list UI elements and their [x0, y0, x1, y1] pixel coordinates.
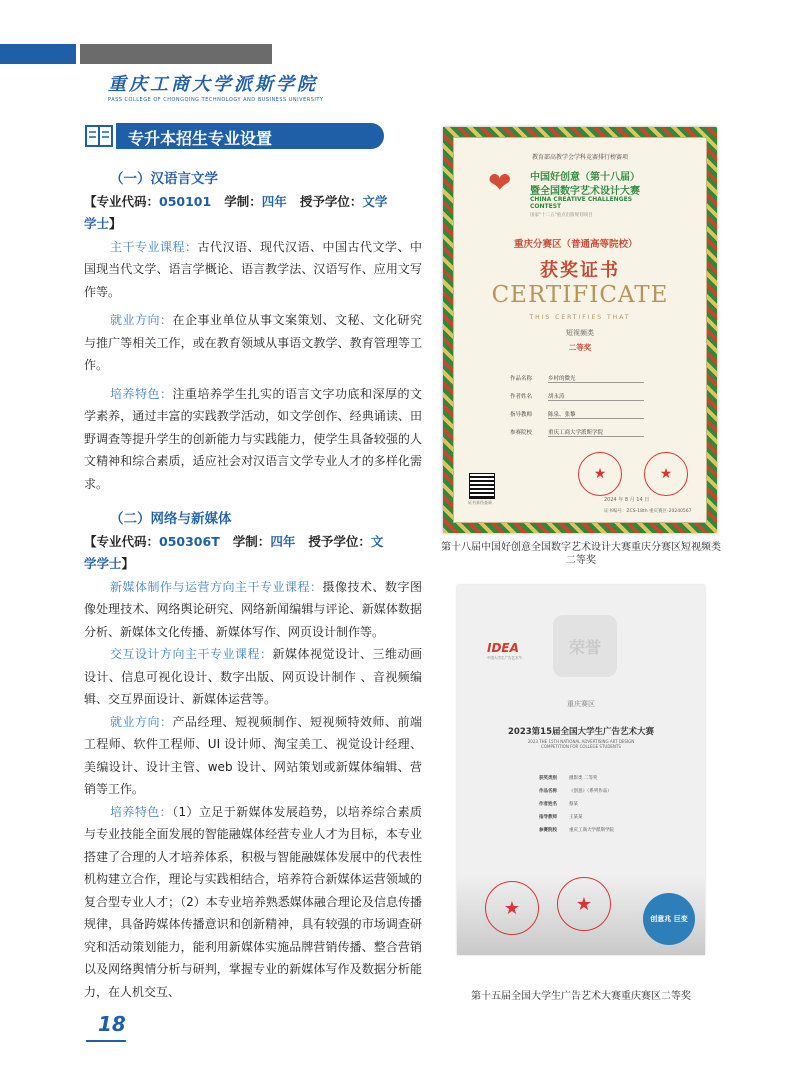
red-seal-icon: ★ — [578, 452, 622, 496]
degree-part1: 文 — [370, 533, 384, 549]
page-number — [86, 1012, 126, 1038]
cert1-row — [510, 410, 650, 419]
cert1-org: 教育部高教学会学科竞赛排行榜赛项 — [531, 154, 628, 161]
duration-label: 学制： — [224, 193, 262, 209]
cert1-prize: 二等奖 — [568, 343, 592, 352]
cert1-row — [510, 374, 650, 383]
row-key: 获奖类别 — [539, 776, 557, 781]
honor-watermark: 荣誉 — [553, 615, 617, 677]
major1-feature — [84, 383, 422, 496]
cert1-contest-name: 中国好创意（第十八届） — [530, 172, 640, 183]
row-value: 摄影类 二等奖 — [569, 776, 598, 781]
courses-text: 古代汉语、现代汉语、中国古代文学、中国现当代文学、语言学概论、语言教学法、汉语写作、应用文写作等。 — [84, 239, 422, 299]
row-key: 作者姓名 — [539, 802, 557, 807]
cert1-serial: 证书编号：ZCS-18th 重庆赛区-20240567 — [604, 509, 692, 514]
caption-certificate-2: 第十五届全国大学生广告艺术大赛重庆赛区二等奖 — [471, 991, 691, 1002]
section-header — [84, 123, 384, 149]
row-value: 乡村的微光 — [548, 374, 644, 383]
row-key: 参赛院校 — [510, 430, 533, 436]
qr-label: 证书真伪查询 — [468, 500, 492, 505]
row-value: 王某某 — [569, 815, 583, 820]
courses1-label: 新媒体制作与运营方向主干专业课程： — [110, 579, 323, 594]
cert1-title-en: CERTIFICATE — [491, 282, 669, 308]
cert2-row — [539, 775, 669, 781]
certificate-advertising-contest — [457, 585, 705, 955]
cert2-title: 2023第15届全国大学生广告艺术大赛 — [508, 727, 654, 737]
book-icon — [84, 123, 116, 149]
header-gray-bar — [80, 44, 272, 64]
cert1-date: 2024 年 8 月 14 日 — [604, 497, 650, 503]
cert1-row — [510, 428, 650, 437]
cert2-row — [539, 801, 669, 807]
red-seal-icon: ★ — [485, 881, 539, 935]
row-key: 指导教师 — [510, 412, 533, 418]
degree-part1: 文学 — [362, 193, 388, 209]
cert1-small-note: 国家"十二五"重点出版规划项目 — [530, 213, 593, 218]
code-label: 【专业代码： — [84, 193, 160, 209]
row-value: 重庆工商大学派斯学院 — [548, 428, 644, 437]
row-value: 《创意》（系列作品） — [569, 789, 612, 794]
degree-part2: 学学士 — [84, 556, 122, 571]
career-label: 就业方向： — [110, 313, 173, 327]
row-key: 指导教师 — [539, 815, 557, 820]
cert2-english — [457, 739, 705, 749]
page-number-text: 18 — [98, 1012, 126, 1036]
idea-logo: IDEA — [487, 641, 519, 655]
courses-label: 主干专业课程： — [110, 239, 198, 254]
cert1-region: 重庆分赛区（普通高等院校） — [514, 239, 638, 250]
degree-label: 授予学位： — [299, 193, 363, 209]
row-value: 重庆工商大学派斯学院 — [569, 828, 614, 833]
career-text: 产品经理、短视频制作、短视频特效师、前端工程师、软件工程师、UI 设计师、淘宝美工、视觉设计经理、美编设计、设计主管、web 设计、网站策划或新媒体编辑、营销等工作。 — [84, 714, 422, 796]
cert1-title-cn: 获奖证书 — [540, 260, 620, 281]
qr-code-icon — [470, 474, 494, 498]
major1-code-line — [84, 191, 422, 236]
logo-chinese: 重庆工商大学派斯学院 — [108, 74, 318, 95]
cert1-certifies: THIS CERTIFIES THAT — [529, 314, 631, 321]
cert1-row — [510, 392, 650, 401]
major2-feature — [84, 801, 422, 1004]
major2-code-line — [84, 531, 422, 576]
row-value: 蔡某 — [569, 802, 578, 807]
major1-courses — [84, 236, 422, 304]
row-value: 胡永涛 — [548, 392, 644, 401]
section-title: 专升本招生专业设置 — [128, 129, 273, 148]
feature-text: 注重培养学生扎实的语言文字功底和深厚的文学素养，通过丰富的实践教学活动，如文学创作、经典诵读、田野调查等提升学生的创新能力与实践能力，使学生具备较强的人文精神和综合素质，适应社会对汉语言文学专业人才的多样化需求。 — [84, 386, 422, 491]
row-key: 作者姓名 — [510, 394, 533, 400]
row-value: 陈泉、张黎 — [548, 410, 644, 419]
feature-label: 培养特色： — [110, 804, 173, 819]
career-text: 在企事业单位从事文案策划、文秘、文化研究与推广等相关工作，或在教育领域从事语文教学、教育管理等工作。 — [84, 313, 422, 372]
red-seal-icon: ★ — [557, 877, 611, 931]
feature-text: （1）立足于新媒体发展趋势，以培养综合素质与专业技能全面发展的智能融媒体经营专业人才为目标，本专业搭建了合理的人才培养体系，积极与智能融媒体发展中的代表性机构建立合作，理论与实践相结合，培养符合新媒体运营领域的复合型专业人才；（2）本专业培养熟悉媒体融合理论及信息传播规律，具备跨媒体传播意识和创新精神，具有较强的市场调查研究和活动策划能力，能利用新媒体实施品牌营销传播、整合营销以及网络舆情分析与研判，掌握专业的新媒体写作及数据分析能力，在人机交互、 — [84, 804, 422, 999]
cert2-english-line2: COMPETITION FOR COLLEGE STUDENTS — [541, 744, 621, 749]
red-seal-icon: ★ — [644, 452, 688, 496]
courses1-text: 摄像技术、数字图像处理技术、网络舆论研究、网络新闻编辑与评论、新媒体数据分析、新媒体文化传播、新媒体写作、网页设计制作等。 — [84, 579, 422, 639]
cert2-row — [539, 788, 669, 794]
courses2-text: 新媒体视觉设计、三维动画设计、信息可视化设计、数字出版、网页设计制作 、音视频编辑、交互界面设计、新媒体运营等。 — [84, 647, 422, 706]
major2-courses2 — [84, 643, 422, 711]
major2-code: 050306T — [159, 533, 220, 549]
cert2-region: 重庆赛区 — [567, 700, 595, 708]
major2-heading: （二）网络与新媒体 — [110, 511, 232, 527]
heart-logo-icon: ❤ — [488, 166, 512, 199]
major1-career — [84, 309, 422, 377]
courses2-label: 交互设计方向主干专业课程： — [110, 647, 273, 661]
feature-label: 培养特色： — [110, 386, 173, 401]
cert1-contest-subname: 暨全国数字艺术设计大赛 — [530, 186, 640, 197]
close-bracket: 】 — [109, 216, 122, 231]
row-key: 作品名称 — [539, 789, 557, 794]
idea-logo-sub: 中国大学生广告艺术节 — [487, 656, 522, 660]
career-label: 就业方向： — [110, 714, 173, 729]
close-bracket: 】 — [121, 556, 135, 571]
degree-label: 授予学位： — [308, 533, 371, 549]
major2-courses1 — [84, 576, 422, 644]
row-key: 参赛院校 — [539, 828, 557, 833]
certificate-body — [453, 137, 707, 523]
caption-certificate-1: 第十八届中国好创意全国数字艺术设计大赛重庆分赛区短视频类二等奖 — [441, 542, 721, 566]
major2-career — [84, 711, 422, 801]
header-blue-bar — [0, 44, 76, 64]
row-key: 作品名称 — [510, 376, 533, 382]
cert1-english-name: CHINA CREATIVE CHALLENGES CONTEST — [530, 196, 633, 210]
page-number-underline — [86, 1040, 126, 1042]
major1-duration: 四年 — [261, 193, 287, 209]
degree-part2: 学士 — [84, 216, 110, 231]
duration-label: 学制： — [232, 533, 271, 549]
cert2-english-line1: 2023 THE 15TH NATIONAL ADVERTISING ART DESIGN — [527, 739, 635, 744]
major1-code: 050101 — [159, 193, 212, 209]
major2-duration: 四年 — [270, 533, 296, 549]
major1-heading: （一）汉语言文学 — [110, 171, 218, 187]
major-network-new-media — [84, 508, 422, 1003]
major-chinese-language — [84, 168, 422, 495]
logo-english: PASS COLLEGE OF CHONGQING TECHNOLOGY AND BUSINESS UNIVERSITY — [108, 97, 324, 103]
certificate-china-creative — [443, 127, 717, 533]
cert1-category: 短视频类 — [566, 329, 594, 337]
college-logo — [108, 70, 323, 103]
cert2-row — [539, 814, 669, 820]
creative-stamp-icon: 创意兆 巨变 — [643, 893, 695, 945]
cert2-row — [539, 827, 669, 833]
code-label: 【专业代码： — [84, 533, 160, 549]
